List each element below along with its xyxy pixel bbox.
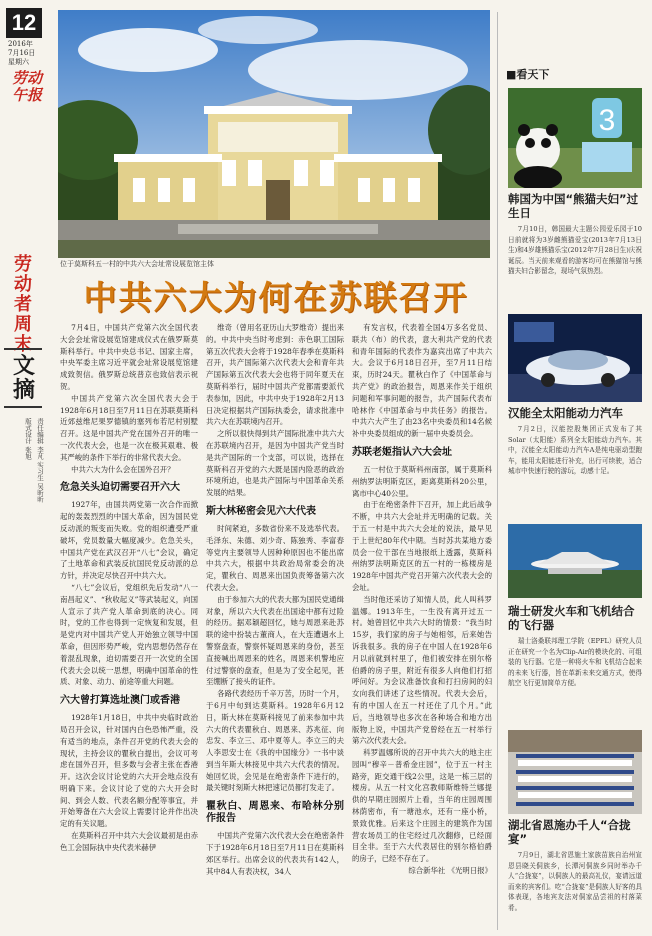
right-header-label: 看天下: [516, 68, 550, 81]
issue-weekday: 星期六: [8, 58, 29, 66]
photo-caption: 位于莫斯科五一村的中共六大会址常设展览馆主体: [60, 260, 214, 268]
paragraph: 之所以很快得到共产国际批准中共六大在苏联境内召开，是因为中国共产党当时是共产国际的一个支部，可以说，选择在莫斯科召开党的六大既是国内险恶的政治环境所迫，也是共产国际与中国革命关系发展的结果。: [206, 429, 344, 498]
news-text-2: 7月2日，汉能控股集团正式发布了其Solar（太阳能）系列全太阳能动力汽车。其中，汉能全太阳能动力汽车A是纯电驱动型跑车，能用太阳能进行补充，出行可续驶，适合城市中快速行驶的游玩，动感十足。: [508, 425, 642, 475]
issue-date: 7月16日: [8, 49, 36, 57]
news-title-4: 湖北省恩施办千人“合拢宴”: [508, 818, 631, 846]
news-text-3: 瑞士洛桑联邦理工学院（EPFL）研究人员正在研究一个名为Clip-Air的模块化的、可组装的飞行器。它是一种将火车和飞机结合起来的未来飞行器，旨在革新未来交通方式，使得航空飞行更加简单方便。: [508, 637, 642, 687]
newspaper-logo: 劳动午报: [12, 69, 43, 104]
paragraph: 当时他还采访了知情人员，此人叫科罗温娜。1913年生，一生没有离开过五一村。她曾回忆中共六大时的情景：“我当时15岁，我们家的房子与她相邻，后来她告诉我很多。我的房子在中国人在1928年6月以前就到村里了，他们被安排在别尔格伯爵的房子里，附近有很多人向他们打招呼问好。为会议准备饮食和打扫房间的妇女向我们讲述了这些情况。代表大会后，有的中国人在五一村还住了几个月。”此后，当地领导也多次在各种场合和地方出版物上说，中国共产党曾经在五一村举行第六次代表大会。: [352, 594, 492, 746]
side-strip: [0, 0, 52, 936]
divider: [497, 12, 498, 930]
subheading: 斯大林秘密会见六大代表: [206, 505, 316, 517]
paragraph: 科罗温娜所说的召开中共六大的地主庄园叫“穆辛－普希金庄园”，位于五一村主路旁，距交通干线2公里，这是一栋三层的楼房。从五一村文化宫教师斯维特兰娜提供的早期庄园照片上看，当年的庄园周围林荫密布，有一塘池水，还有一座小桥，景致优雅。后来这个庄园主的建筑作为国营农场员工的住宅经过几次翻修，已经面目全非。至于六大代表居住的别尔格伯爵的房子，已经不存在了。: [352, 748, 492, 864]
paragraph: 时间紧迫，多数省份来不及选举代表。毛泽东、朱德、刘少奇、陈独秀、李富春等党内主要领导人因种种原因也不能出席中共六大，根据中共政治局常委会的决定，瞿秋白、周恩来出国负责筹备第六次代表大会。: [206, 523, 344, 592]
article-column-2: [206, 322, 344, 930]
car-photo: [508, 314, 642, 402]
page-number: 12: [6, 8, 42, 38]
paragraph: 在莫斯科召开中共六大会议最初是由赤色工会国际执中央代表米赫伊: [60, 831, 198, 852]
paragraph: 中国共产党第六次代表大会在绝密条件下于1928年6月18日至7月11日在莫斯科郊区举行。出席会议的代表共有142人，其中84人有表决权，34人: [206, 831, 344, 876]
credits-design: 版式设计 张旭: [24, 418, 32, 460]
paragraph: 由于在绝密条件下召开，加上此后战争不断，中共六大会址并无明确的记载。关于五一村是中共六大会址的说法，最早见于上世纪80年代中期。当时苏共某地方委员会一位干部在当地报纸上透露，莫斯科州纳罗法明斯克区的五一村的一栋楼房是1928年中国共产党召开第六次代表大会的会址。: [352, 500, 492, 592]
main-photo: [58, 10, 490, 258]
subheading: 六大曾打算选址澳门或香港: [60, 695, 180, 707]
source-line: 综合新华社 《光明日报》: [408, 866, 492, 876]
headline: 中共六大为何在苏联召开: [83, 278, 469, 317]
aircraft-photo: [508, 524, 642, 598]
paragraph: 中共六大为什么会在国外召开？: [71, 464, 175, 474]
column-title: 文摘: [12, 353, 35, 403]
right-header: ■看天下: [506, 68, 550, 81]
paragraph: 7月4日，中国共产党第六次全国代表大会会址常设展览馆建成仪式在俄罗斯莫斯科举行。中共中央总书记、国家主席，中央军委主席习近平就会址常设展览馆建成致贺信。俄罗斯总统普京也致信表示祝贺。: [60, 323, 198, 391]
subheading: 苏联老姬指认六大会址: [352, 446, 452, 458]
paragraph: 1928年1月18日，中共中央临时政治局召开会议，针对国内白色恐怖严重，没有适当的地点，条件召开党的代表大会的现状，主持会议的瞿秋白提出，会议可考虑在国外召开，但多数与会者主张在香港开。这次会议讨论党的六大开会地点没有明确下来。会议讨论了党的六大开会时间、到会人数、代表名额分配等事宜，并开始筹备在六大会议上需要讨论并作出决定的有关议题。: [60, 713, 198, 829]
paragraph: 由于参加六大的代表大都为国民党通缉对象，所以六大代表在出国途中都有过险的经历。据邓颖超回忆，她与周恩来赴苏联的途中扮装古董商人，在大连遭遇水上警察盘查，警察怀疑周恩来的身份，甚至直接喊出周恩来的姓名，周恩来机警地应付过警察的盘查，但是为了安全起见，甚至绷断了接头的证件。: [206, 594, 344, 687]
credits-editor: 责任编辑 李芃 实习生 吴昕昕: [36, 418, 44, 503]
paragraph: 有发言权，代表着全国4万多名党员、联共（布）的代表，意大利共产党的代表和青年国际的代表作为嘉宾出席了中共六大。会议于6月18日召开，至7月11日结束，历时24天。瞿秋白作了《中国革命与共产党》的政治报告，周恩来作关于组织问题和军事问题的报告，共产国际代表布哈林作《中国革命与中共任务》的报告。中共六大产生了由23名中央委员和14名候补中央委员组成的新一届中央委员会。: [352, 323, 492, 439]
news-title-3: 瑞士研发火车和飞机结合的飞行器: [508, 604, 635, 632]
paragraph: 五一村位于莫斯科州南部，属于莫斯科州纳罗法明斯克区，距离莫斯科20公里，离市中心40公里。: [352, 464, 492, 498]
banquet-photo: [508, 730, 642, 814]
article-column-1: [60, 322, 198, 930]
paragraph: 1927年，由国共两党第一次合作而掀起的轰轰烈烈的中国大革命，因为国民党反动派的叛变而失败。党的组织遭受严重破坏，党员数量大幅度减少。危急关头，中国共产党在武汉召开“八七”会议，确定了土地革命和武装反抗国民党反动派的总方针，并决定尽快召开中共六大。: [60, 500, 198, 581]
paragraph: 各路代表经历千辛万苦，历时一个月，于6月中旬到达莫斯科。1928年6月12日，斯大林在莫斯科接见了前来参加中共六大的代表瞿秋白、周恩来、苏兆征、向忠发、李立三、邓中夏等人。李立三的夫人李思安士在《我的中国缘分》一书中谈到当年斯大林接见中共六大代表的情况。她回忆说，会见是在绝密条件下进行的，最关键时刻斯大林把速记员都打发走了。: [206, 689, 344, 793]
issue-year: 2016年: [8, 40, 33, 48]
paragraph: 维奇（曾用名亚历山大罗维奇）提出来的。中共中央当时考虑到：赤色职工国际第五次代表大会将于1928年春季在莫斯科召开，共产国际第六次代表大会和青年共产国际第五次代表大会也将于同年夏天在莫斯科举行，届时中国共产党都需要派代表参加，因此，中共中央于1928年2月13日决定根据共产国际执委会，请求批准中共六大在苏联境内召开。: [206, 323, 344, 427]
subheading: 瞿秋白、周恩来、布哈林分别作报告: [206, 801, 344, 825]
news-title-2: 汉能全太阳能动力汽车: [508, 406, 623, 420]
subheading: 危急关头迫切需要召开六大: [60, 482, 180, 494]
news-text-4: 7月9日，湖北省恩施土家族苗族自治州宣恩县晓关侗族乡，长潭河侗族乡同时举办千人“合拢宴”，以侗族人的最高礼仪，宴请远道而来的宾客们。吃“合拢宴”是侗族人好客的具体表现，各地宾友法对侗家品尝祖的村落菜肴。: [508, 851, 642, 912]
svg-text:3: 3: [598, 104, 616, 137]
news-text-1: 7月10日，韩国最大主题公园爱乐园于10日前就将为3岁雌熊猫爱宝(2013年7月13日生)和4岁雄熊猫乐宝(2012年7月28日生)庆祝诞辰。当天前来观看的游客均可在熊猫馆与熊猫夫妇合影留念，现场气氛热烈。: [508, 225, 642, 275]
article-column-3: [352, 322, 492, 930]
panda-photo: [508, 88, 642, 188]
paragraph: 中国共产党第六次全国代表大会于1928年6月18日至7月11日在苏联莫斯科近郊兹维尼果罗德镇的塞列布若尼村别墅召开。这是中国共产党在国外召开的唯一一次代表大会，也是一次在极其艰难、极其严峻的条件下举行的非常代表大会。: [60, 393, 198, 462]
section-title: 劳动者周末: [14, 254, 32, 355]
paragraph: “八七”会议后，党组织先后发动“八一南昌起义”、“秋收起义”等武装起义，向国人宣示了共产党人革命到底的决心。同时，党的工作也得到一定恢复和发展，但是党内对中国共产党人开始独立领导中国革命，但因形势严峻，党内思想仍然存在着混乱现象，迫切需要召开一次党的全国代表大会以统一思想，明确中国革命的性质、对象、动力、前途等重大问题。: [60, 582, 198, 687]
news-title-1: 韩国为中国“熊猫夫妇”过生日: [508, 192, 639, 220]
